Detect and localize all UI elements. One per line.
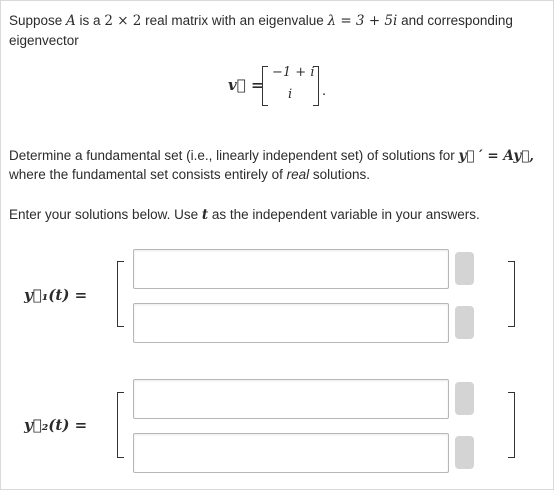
eigenvector-display xyxy=(226,64,336,108)
emphasis-real: real xyxy=(286,167,310,182)
eigenvector-top-entry: −1 + i xyxy=(272,65,315,80)
task-statement-line2 xyxy=(9,165,370,185)
answer1-top-input[interactable] xyxy=(133,249,449,289)
text-suppose: Suppose xyxy=(9,13,67,28)
answer2-bottom-preview-button[interactable] xyxy=(455,436,474,469)
task-text-2: where the fundamental set consists entirely of xyxy=(9,167,287,182)
answer1-top-preview-button[interactable] xyxy=(455,252,474,285)
text-real-matrix: real matrix with an eigenvalue xyxy=(141,13,328,28)
answer1-bottom-preview-button[interactable] xyxy=(455,306,474,339)
answer-label-y1: y⃗₁(t) = xyxy=(24,286,88,304)
answer2-bottom-input[interactable] xyxy=(133,433,449,473)
problem-statement-line1 xyxy=(9,11,549,31)
left-bracket xyxy=(262,66,268,106)
matrix-var: A xyxy=(66,13,76,29)
text-is-a: is a xyxy=(75,13,105,28)
task-statement-line1 xyxy=(9,146,554,166)
answer1-bottom-input[interactable] xyxy=(133,303,449,343)
eigenvector-bottom-entry: i xyxy=(288,87,293,102)
answer1-right-bracket xyxy=(508,261,515,327)
ode-equation: y⃗ ′ = Ay⃗, xyxy=(458,148,534,164)
matrix-dims: 2 × 2 xyxy=(104,13,142,29)
instructions xyxy=(9,205,480,225)
text-corresponding: and corresponding xyxy=(397,13,513,28)
answer1-left-bracket xyxy=(117,261,124,327)
answer-label-y2: y⃗₂(t) = xyxy=(24,416,88,434)
independent-variable: t xyxy=(201,207,209,223)
instructions-text-2: as the independent variable in your answers. xyxy=(208,207,480,222)
answer2-right-bracket xyxy=(508,392,515,458)
task-text-3: solutions. xyxy=(309,167,370,182)
answer2-top-input[interactable] xyxy=(133,379,449,419)
answer2-top-preview-button[interactable] xyxy=(455,382,474,415)
eigenvalue: λ = 3 + 5i xyxy=(327,13,398,29)
right-bracket xyxy=(313,66,319,106)
task-text: Determine a fundamental set (i.e., linearly independent set) of solutions for xyxy=(9,148,459,163)
problem-statement-line2: eigenvector xyxy=(9,33,79,48)
instructions-text: Enter your solutions below. Use xyxy=(9,207,202,222)
period: . xyxy=(322,82,327,99)
answer2-left-bracket xyxy=(117,392,124,458)
eigenvector-symbol: v⃗ = xyxy=(228,76,264,94)
